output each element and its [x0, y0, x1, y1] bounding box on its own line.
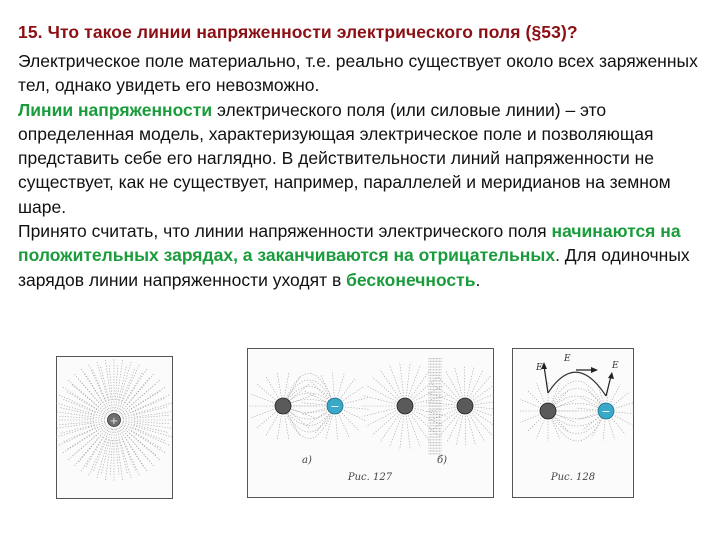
term-infinity: бесконечность — [346, 269, 476, 290]
term-lines-direction: начинаются на положительных зарядах, а заканчиваются на отрицательных — [18, 221, 681, 266]
label-e1: E — [536, 363, 543, 373]
svg-text:+: + — [109, 416, 119, 427]
figure-single-charge — [56, 356, 173, 499]
direction-single-charges: Для одиночных зарядов линии напряженности уходят в — [18, 245, 690, 290]
figure-127-image — [247, 348, 494, 498]
single-charge-image — [56, 356, 173, 499]
field-lines-definition: электрического поля (или силовые линии) – это определенная модель, характеризующая электрическое поле и позволяющая представить себе его наглядно. В действительности линий напряженности не существует, как не существует, например, параллелей и меридианов на земном шаре. — [18, 99, 671, 217]
positive-charge-icon — [457, 398, 473, 414]
positive-charge-icon — [275, 398, 291, 414]
label-e3: E — [612, 361, 619, 371]
paragraph-field-materiality: Электрическое поле материально, т.е. реально существует около всех заряженных тел, однако увидеть его невозможно. — [18, 51, 698, 96]
figure-127 — [247, 348, 494, 498]
minus-sign: − — [601, 405, 611, 418]
term-field-lines: Линии напряженности — [18, 99, 213, 120]
paragraph-lines-direction — [18, 219, 708, 292]
label-e2: E — [564, 354, 571, 364]
label-a: а) — [302, 455, 312, 466]
figure-128-image — [512, 348, 634, 498]
label-b: б) — [437, 455, 448, 466]
minus-sign: − — [330, 400, 340, 413]
direction-dot: . — [555, 245, 560, 266]
slide-title: 15. Что такое линии напряженности электрического поля (§53)? — [18, 22, 578, 42]
paragraph-field-lines — [18, 98, 708, 219]
slide-body — [18, 49, 708, 292]
positive-charge-icon — [540, 403, 556, 419]
positive-charge-icon — [397, 398, 413, 414]
direction-end: . — [475, 269, 481, 290]
caption-fig128: Рис. 128 — [550, 472, 596, 483]
caption-fig127: Рис. 127 — [347, 472, 393, 483]
direction-intro: Принято считать, что линии напряженности электрического поля — [18, 221, 552, 242]
figure-128 — [512, 348, 634, 498]
